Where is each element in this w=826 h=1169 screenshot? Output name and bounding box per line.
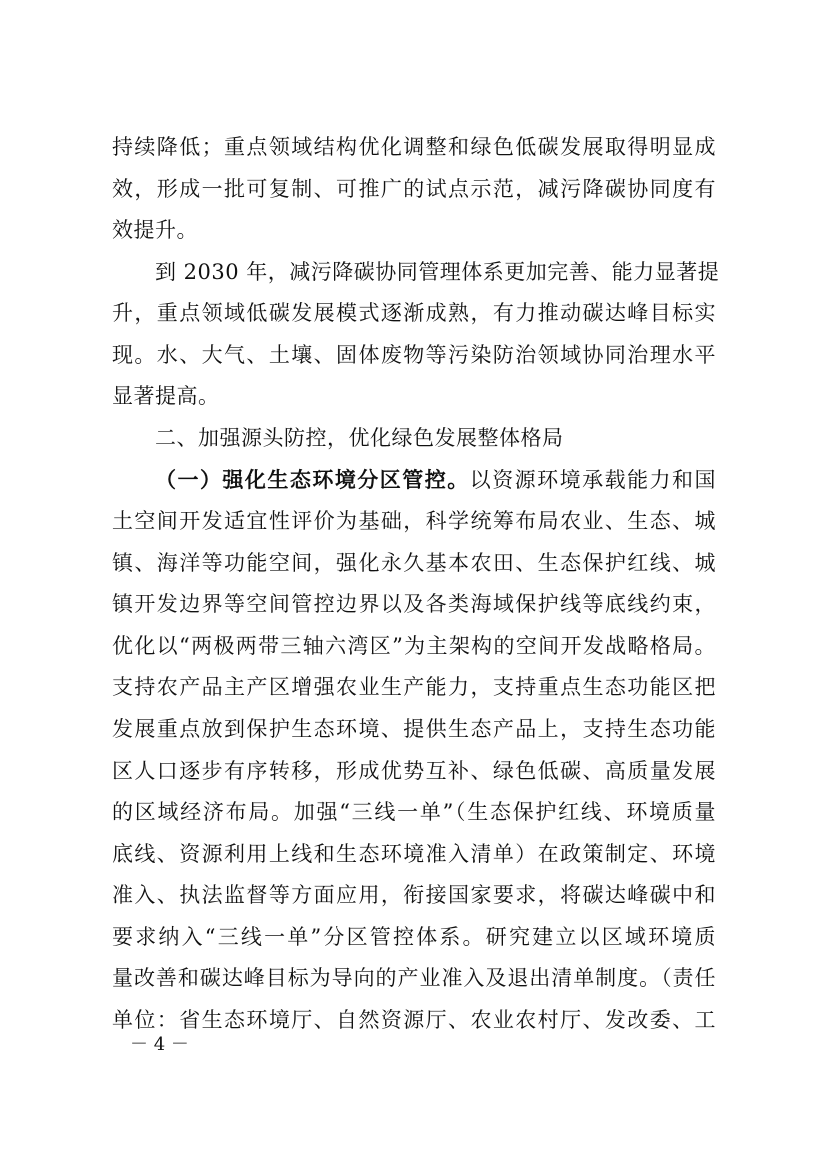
paragraph-line: 持续降低；重点领域结构优化调整和绿色低碳发展取得明显成 xyxy=(112,135,716,159)
paragraph-line: 土空间开发适宜性评价为基础，科学统筹布局农业、生态、城 xyxy=(112,509,716,533)
subsection-title: （一）强化生态环境分区管控。 xyxy=(155,468,470,492)
page-number: － 4 － xyxy=(130,1034,189,1055)
paragraph-line: 底线、资源利用上线和生态环境准入清单）在政策制定、环境 xyxy=(112,842,716,866)
paragraph-line: 效提升。 xyxy=(112,218,198,242)
paragraph-line: 区人口逐步有序转移，形成优势互补、绿色低碳、高质量发展 xyxy=(112,759,716,783)
paragraph-line: 现。水、大气、土壤、固体废物等污染防治领域协同治理水平 xyxy=(112,343,716,367)
paragraph-line: 支持农产品主产区增强农业生产能力，支持重点生态功能区把 xyxy=(112,675,716,699)
paragraph-line: 单位：省生态环境厅、自然资源厅、农业农村厅、发改委、工 xyxy=(112,1008,716,1032)
paragraph-line: 显著提高。 xyxy=(112,384,220,408)
paragraph-line: 的区域经济布局。加强“三线一单”（生态保护红线、环境质量 xyxy=(112,800,716,824)
subsection-first-line xyxy=(155,460,716,500)
paragraph-line: 优化以“两极两带三轴六湾区”为主架构的空间开发战略格局。 xyxy=(112,634,716,658)
section-heading: 二、加强源头防控，优化绿色发展整体格局 xyxy=(155,426,564,450)
paragraph-line: 效，形成一批可复制、可推广的试点示范，减污降碳协同度有 xyxy=(112,177,716,201)
paragraph-line: 镇开发边界等空间管控边界以及各类海域保护线等底线约束， xyxy=(112,592,716,616)
paragraph-line: 到 2030 年，减污降碳协同管理体系更加完善、能力显著提 xyxy=(155,260,720,284)
paragraph-line: 量改善和碳达峰目标为导向的产业准入及退出清单制度。（责任 xyxy=(112,966,716,990)
paragraph-line: 升，重点领域低碳发展模式逐渐成熟，有力推动碳达峰目标实 xyxy=(112,301,716,325)
subsection-first-line-text: 以资源环境承载能力和国 xyxy=(469,468,717,492)
paragraph-line: 要求纳入“三线一单”分区管控体系。研究建立以区域环境质 xyxy=(112,925,716,949)
paragraph-line: 准入、执法监督等方面应用，衔接国家要求，将碳达峰碳中和 xyxy=(112,883,716,907)
paragraph-line: 发展重点放到保护生态环境、提供生态产品上，支持生态功能 xyxy=(112,717,716,741)
paragraph-line: 镇、海洋等功能空间，强化永久基本农田、生态保护红线、城 xyxy=(112,551,716,575)
